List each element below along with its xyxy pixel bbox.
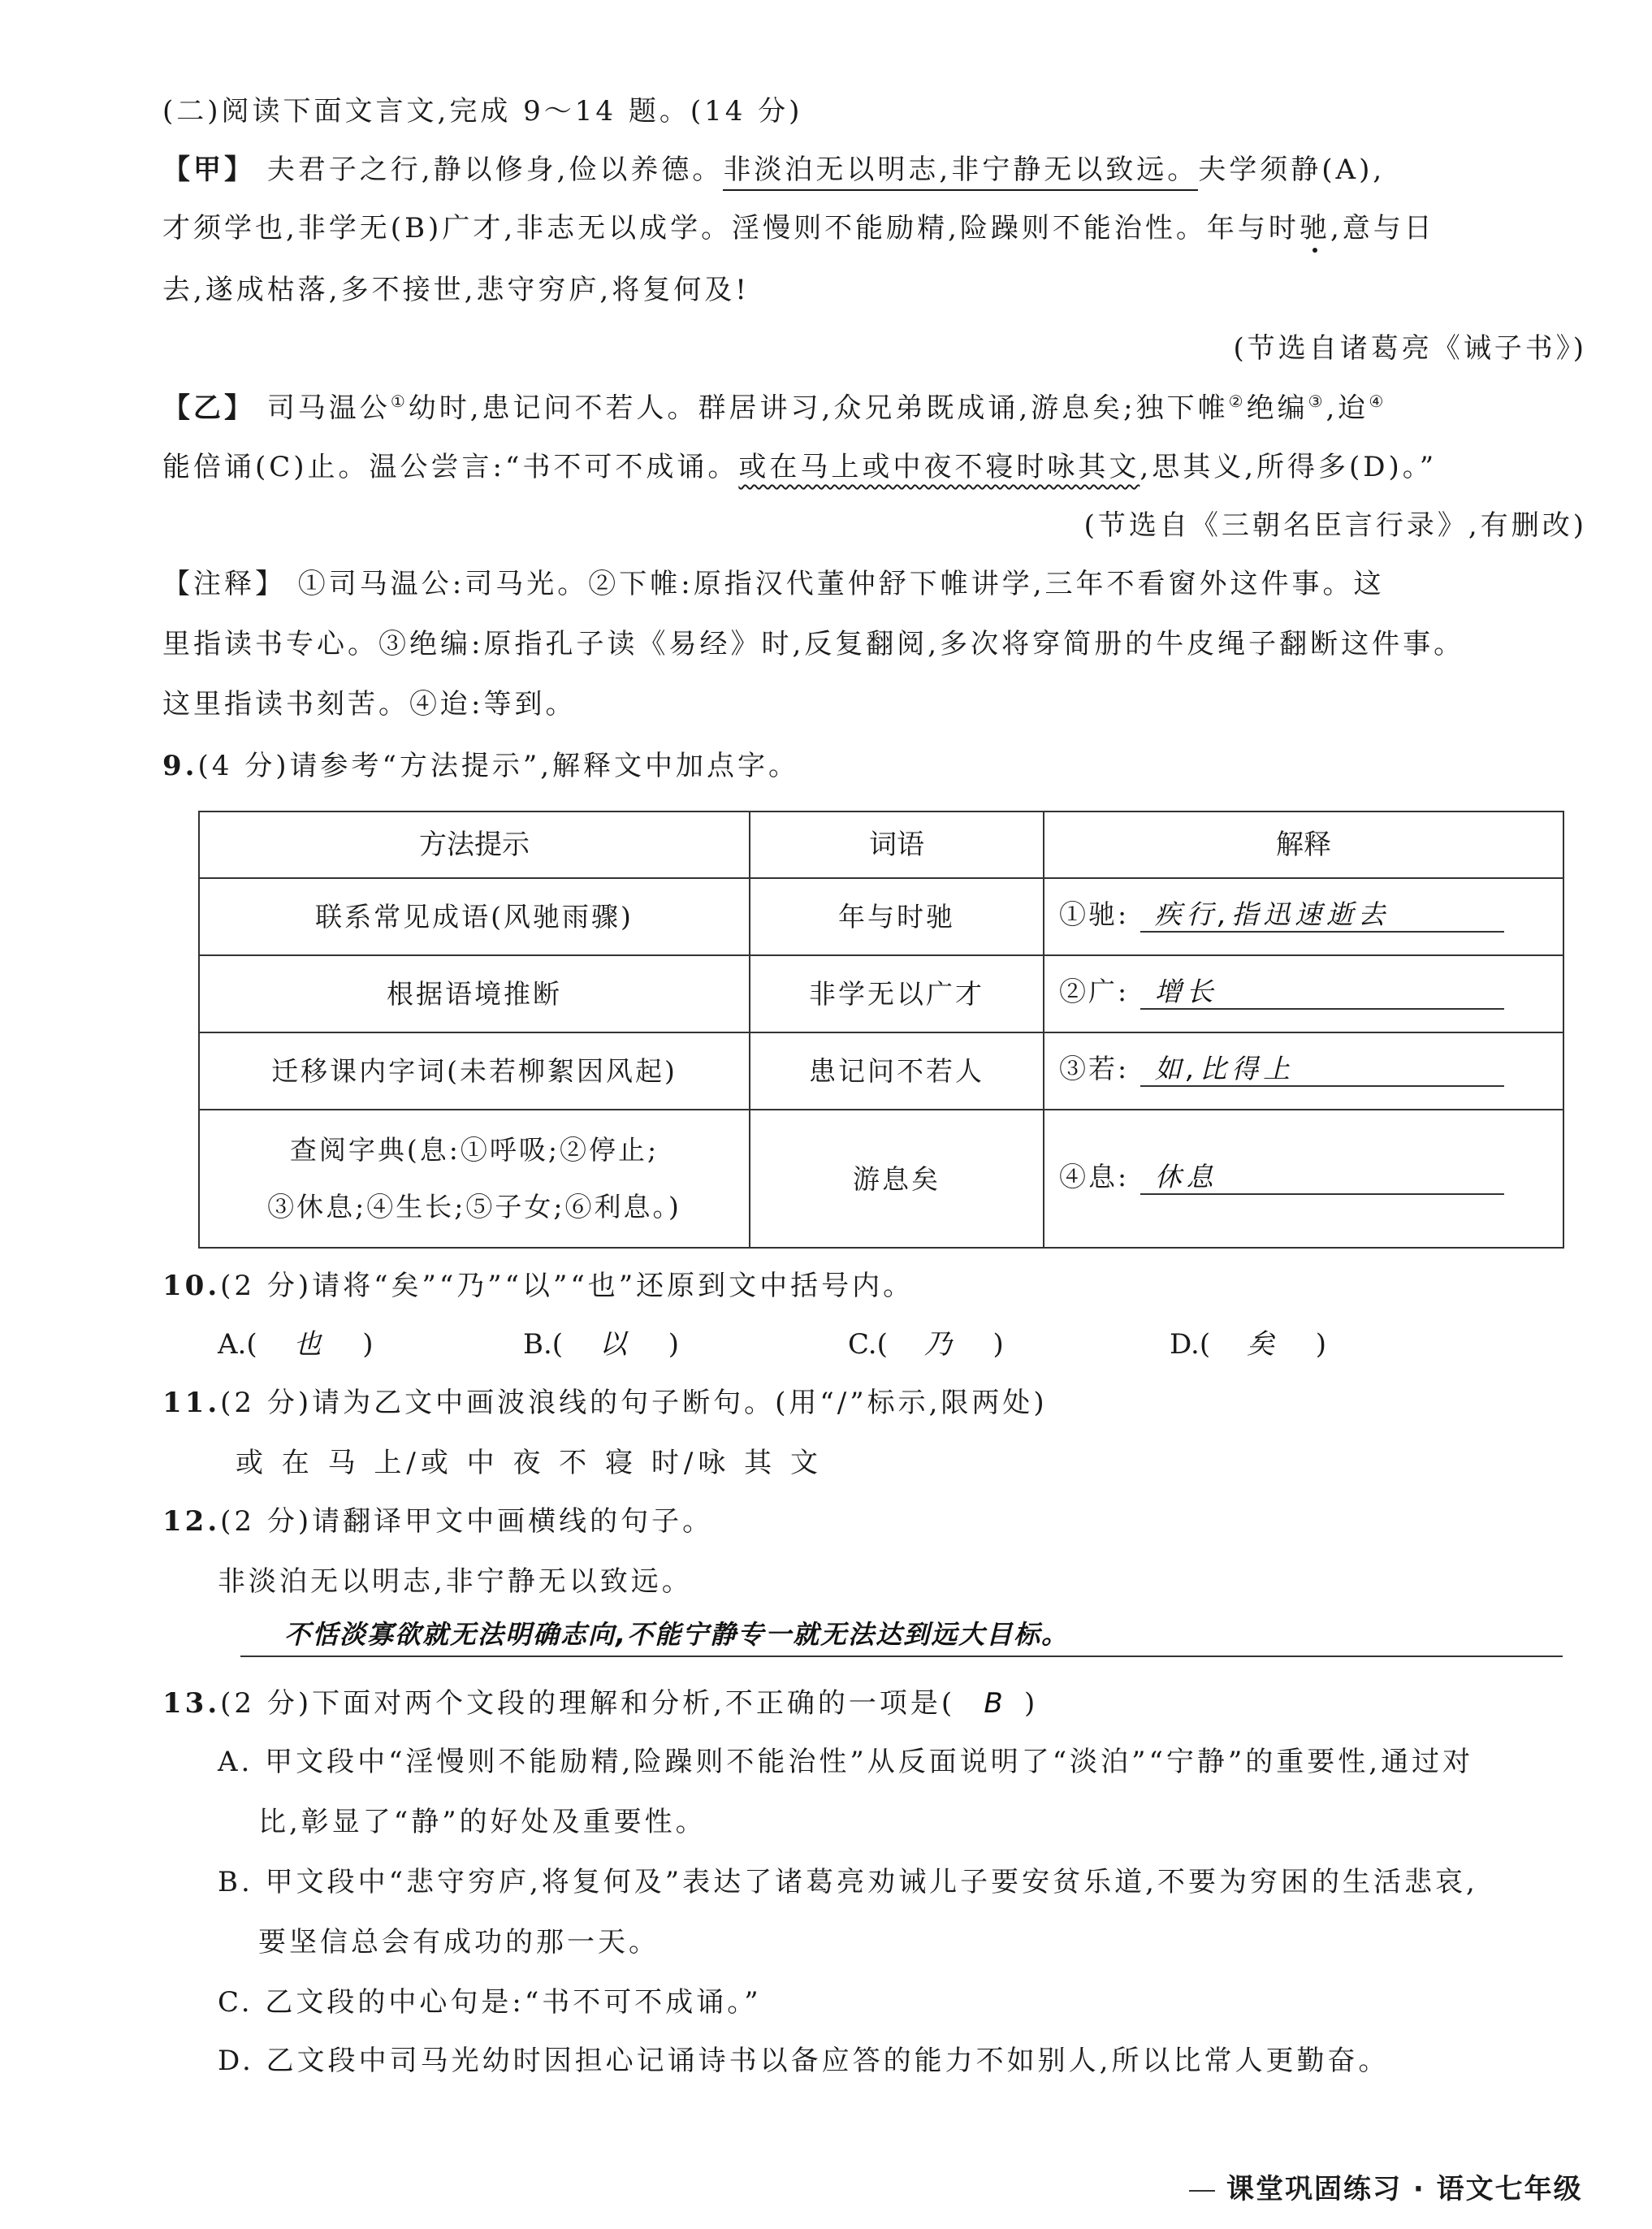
jia-line-3: 去,遂成枯落,多不接世,悲守穷庐,将复何及!: [162, 274, 750, 306]
q13-option-b-line-1: B. 甲文段中“悲守穷庐,将复何及”表达了诸葛亮劝诫儿子要安贫乐道,不要为穷困的生活悲哀,: [218, 1866, 1478, 1898]
option-close: ): [992, 1328, 1004, 1361]
footer-title: 课堂巩固练习 · 语文七年级: [1226, 2173, 1583, 2205]
dotted-char: 驰: [1299, 212, 1330, 245]
note-ref: ①: [390, 392, 409, 411]
q10-option-d: [1170, 1328, 1327, 1361]
question-text: (2 分)下面对两个文段的理解和分析,不正确的一项是(: [220, 1687, 956, 1720]
table-row: [199, 955, 1563, 1032]
table-cell: [199, 955, 750, 1032]
yi-line-2: [162, 453, 1437, 481]
question-number: 12.: [162, 1505, 221, 1538]
table-cell: [1044, 1032, 1563, 1110]
jia-text: 才须学也,非学无(B)广才,非志无以成学。淫慢则不能励精,险躁则不能治性。年与时: [162, 212, 1300, 245]
table-cell: [750, 955, 1044, 1032]
table-cell: [199, 878, 750, 955]
question-text: ): [1024, 1687, 1039, 1720]
table-header: 方法提示: [199, 812, 750, 878]
q10-option-c: [848, 1328, 1004, 1361]
yi-line-1: [162, 392, 1387, 425]
table-cell: [750, 878, 1044, 955]
table-header: 解释: [1044, 812, 1563, 878]
word-text: 患记问不若人: [809, 1055, 984, 1087]
q13-option-d: D. 乙文段中司马光幼时因担心记诵诗书以备应答的能力不如别人,所以比常人更勤奋。: [218, 2045, 1390, 2077]
note-ref: ②: [1228, 392, 1247, 411]
jia-line-2: [162, 212, 1435, 245]
question-number: 10.: [162, 1270, 221, 1302]
hint-text: ③休息;④生长;⑤子女;⑥利息。): [267, 1191, 681, 1223]
table-row: [199, 1032, 1563, 1110]
answer-label: ④息:: [1059, 1160, 1130, 1192]
footer-dash: [1189, 2190, 1215, 2192]
q10-option-b: [523, 1328, 679, 1361]
yi-wavy-sentence: 或在马上或中夜不寝时咏其文: [738, 451, 1140, 483]
option-label: C.(: [848, 1328, 888, 1361]
jia-source: (节选自诸葛亮《诫子书》): [1233, 332, 1587, 365]
section-heading: (二)阅读下面文言文,完成 9～14 题。(14 分): [162, 95, 803, 128]
q9-prompt: [162, 752, 799, 780]
table-header: 词语: [750, 812, 1044, 878]
q13-prompt: [162, 1687, 1039, 1720]
word-text: 非学无以广才: [809, 978, 984, 1010]
q10-option-a: [218, 1328, 374, 1361]
word-text: 游息矣: [853, 1162, 941, 1195]
table-row: [199, 1110, 1563, 1248]
option-close: ): [1315, 1328, 1327, 1361]
jia-text: 夫君子之行,静以修身,俭以养德。: [266, 154, 724, 186]
table-cell: [750, 1032, 1044, 1110]
q11-prompt: [162, 1389, 1048, 1417]
notes-line-2: 里指读书专心。③绝编:原指孔子读《易经》时,反复翻阅,多次将穿简册的牛皮绳子翻断这件事。: [162, 628, 1465, 660]
q11-answer[interactable]: 或 在 马 上/或 中 夜 不 寝 时/咏 其 文: [236, 1447, 823, 1479]
answer-field[interactable]: 疾行,指迅速逝去: [1140, 901, 1504, 933]
hint-text: 联系常见成语(风驰雨骤): [315, 901, 634, 933]
answer-field[interactable]: 增长: [1140, 978, 1504, 1010]
word-text: 年与时驰: [838, 901, 955, 933]
hint-text: 迁移课内字词(未若柳絮因风起): [271, 1055, 677, 1087]
hint-text: 根据语境推断: [387, 978, 562, 1010]
answer-line: [240, 1656, 1563, 1657]
answer-label: ①驰:: [1059, 898, 1130, 930]
q12-sentence: 非淡泊无以明志,非宁静无以致远。: [218, 1565, 693, 1598]
answer-field[interactable]: 矣: [1246, 1328, 1279, 1361]
table-row: [199, 878, 1563, 955]
q12-prompt: [162, 1505, 714, 1538]
table-cell: [1044, 955, 1563, 1032]
yi-text: 司马温公: [266, 392, 391, 425]
yi-tag: 【乙】: [162, 392, 255, 425]
answer-label: ②广:: [1059, 976, 1130, 1007]
question-number: 9.: [162, 750, 198, 782]
answer-label: ③若:: [1059, 1053, 1130, 1084]
note-ref: ③: [1308, 392, 1326, 411]
jia-underlined-sentence: 非淡泊无以明志,非宁静无以致远。: [723, 154, 1198, 191]
jia-text: ,意与日: [1330, 212, 1435, 245]
answer-field[interactable]: 乃: [923, 1328, 957, 1361]
answer-field[interactable]: 也: [293, 1328, 327, 1361]
option-label: B.(: [523, 1328, 564, 1361]
option-label: D.(: [1170, 1328, 1211, 1361]
q13-option-c: C. 乙文段的中心句是:“书不可不成诵。”: [218, 1986, 762, 2019]
answer-field[interactable]: 以: [599, 1328, 632, 1361]
table-cell: [750, 1110, 1044, 1248]
option-close: ): [362, 1328, 374, 1361]
q13-option-a-line-1: A. 甲文段中“淫慢则不能励精,险躁则不能治性”从反面说明了“淡泊”“宁静”的重要性,通过对: [218, 1746, 1474, 1778]
table-cell: [1044, 1110, 1563, 1248]
hint-text: 查阅字典(息:①呼吸;②停止;: [289, 1134, 660, 1166]
jia-line-1: [162, 156, 1385, 184]
notes-line-1: 【注释】 ①司马温公:司马光。②下帷:原指汉代董仲舒下帷讲学,三年不看窗外这件事。这: [162, 568, 1385, 600]
q10-prompt: [162, 1272, 914, 1300]
yi-source: (节选自《三朝名臣言行录》,有删改): [1083, 509, 1587, 542]
jia-tag: 【甲】: [162, 154, 255, 186]
note-ref: ④: [1369, 392, 1387, 411]
q12-answer[interactable]: 不恬淡寡欲就无法明确志向,不能宁静专一就无法达到远大目标。: [284, 1619, 1070, 1650]
question-text: (4 分)请参考“方法提示”,解释文中加点字。: [197, 750, 800, 782]
question-text: (2 分)请将“矣”“乃”“以”“也”还原到文中括号内。: [220, 1270, 915, 1302]
q13-option-b-line-2: 要坚信总会有成功的那一天。: [258, 1926, 660, 1958]
notes-line-3: 这里指读书刻苦。④迨:等到。: [162, 688, 577, 721]
yi-text: ,迨: [1325, 392, 1369, 425]
yi-text: 绝编: [1246, 392, 1308, 425]
q13-option-a-line-2: 比,彰显了“静”的好处及重要性。: [258, 1806, 707, 1838]
yi-text: 能倍诵(C)止。温公尝言:“书不可不成诵。: [162, 451, 739, 483]
question-number: 11.: [162, 1387, 221, 1419]
question-text: (2 分)请为乙文中画波浪线的句子断句。(用“/”标示,限两处): [220, 1387, 1048, 1419]
question-text: (2 分)请翻译甲文中画横线的句子。: [220, 1505, 714, 1538]
answer-field[interactable]: 如,比得上: [1140, 1055, 1504, 1087]
answer-field[interactable]: 休息: [1140, 1163, 1504, 1195]
table-cell: [199, 1110, 750, 1248]
yi-text: ,思其义,所得多(D)。”: [1140, 451, 1438, 483]
table-cell: [1044, 878, 1563, 955]
option-close: ): [668, 1328, 679, 1361]
yi-text: 幼时,患记问不若人。群居讲习,众兄弟既成诵,游息矣;独下帷: [408, 392, 1229, 425]
answer-field[interactable]: B: [984, 1687, 1008, 1720]
option-label: A.(: [218, 1328, 257, 1361]
jia-text: 夫学须静(A),: [1198, 154, 1386, 186]
question-number: 13.: [162, 1687, 221, 1720]
table-cell: [199, 1032, 750, 1110]
q9-table: [198, 811, 1564, 1249]
